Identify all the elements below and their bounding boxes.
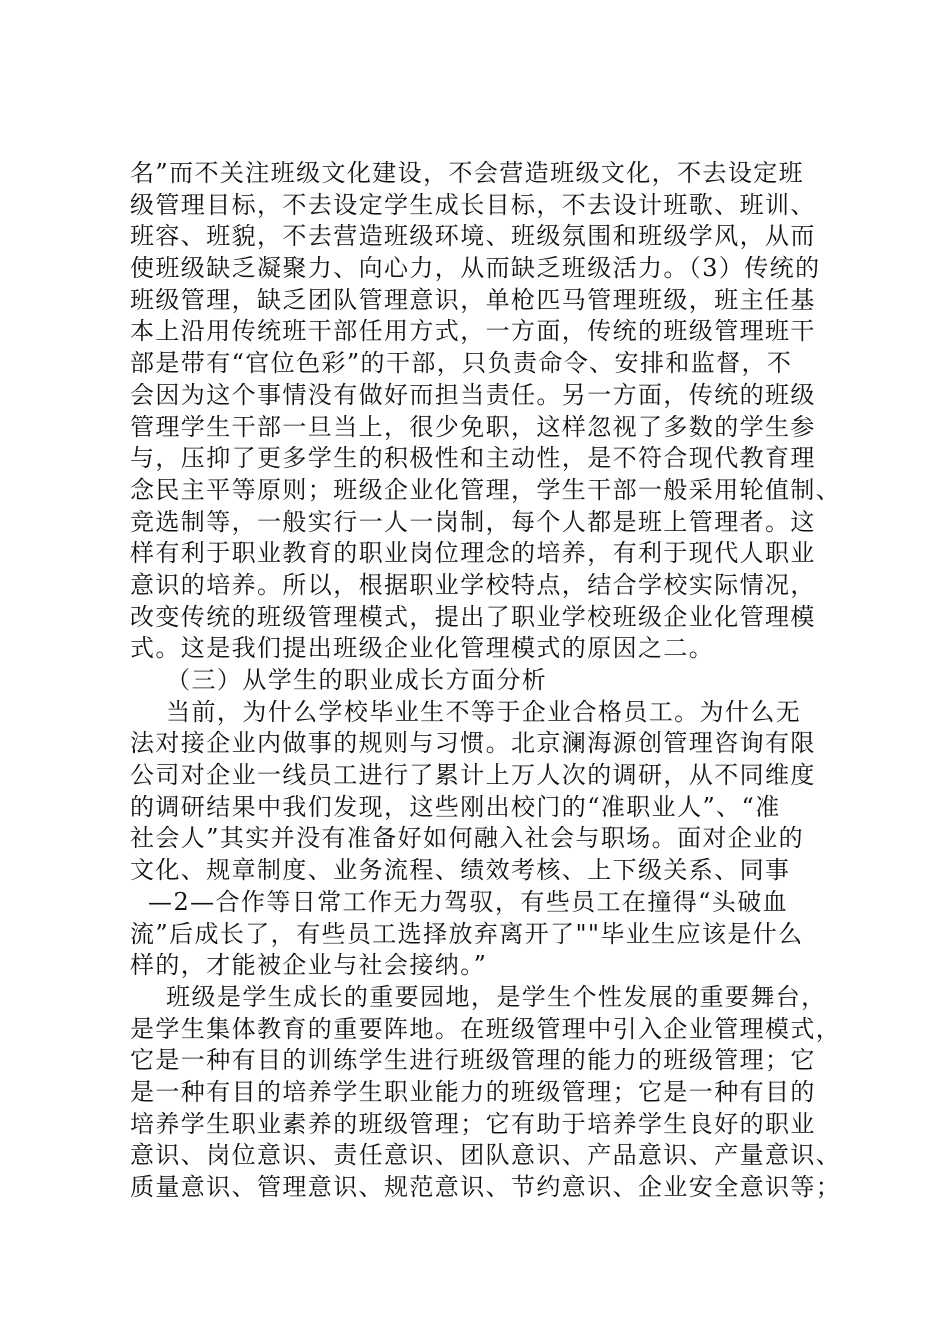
text-line: 部是带有“官位色彩”的干部，只负责命令、安排和监督，不 [130, 349, 793, 378]
text-line: 的调研结果中我们发现，这些刚出校门的“准职业人”、“准 [130, 792, 781, 821]
text-line: 公司对企业一线员工进行了累计上万人次的调研，从不同维度 [130, 761, 816, 790]
text-line: 使班级缺乏凝聚力、向心力，从而缺乏班级活力。（3）传统的 [130, 254, 821, 283]
section-heading: （三）从学生的职业成长方面分析 [130, 666, 548, 694]
text-line: 样有利于职业教育的职业岗位理念的培养，有利于现代人职业 [130, 539, 816, 568]
text-line: 式。这是我们提出班级企业化管理模式的原因之二。 [130, 634, 715, 663]
text-line: 与，压抑了更多学生的积极性和主动性，是不符合现代教育理 [130, 444, 816, 473]
text-line: 班容、班貌，不去营造班级环境、班级氛围和班级学风，从而 [130, 222, 816, 251]
text-line: 样的，才能被企业与社会接纳。” [130, 951, 488, 980]
text-line: 念民主平等原则；班级企业化管理，学生干部一般采用轮值制、 [130, 475, 842, 504]
text-line: 它是一种有目的训练学生进行班级管理的能力的班级管理；它 [130, 1046, 816, 1075]
body-text [130, 158, 842, 1204]
text-line: 是一种有目的培养学生职业能力的班级管理；它是一种有目的 [130, 1077, 816, 1106]
text-line: 班级管理，缺乏团队管理意识，单枪匹马管理班级，班主任基 [130, 285, 816, 314]
text-line: 当前，为什么学校毕业生不等于企业合格员工。为什么无 [130, 697, 802, 726]
text-line: 流”后成长了，有些员工选择放弃离开了""毕业生应该是什么 [130, 919, 804, 948]
text-line: 会因为这个事情没有做好而担当责任。另一方面，传统的班级 [130, 380, 816, 409]
page-number-line: —2—合作等日常工作无力驾驭，有些员工在撞得“头破血 [130, 887, 788, 916]
text-line: 社会人”其实并没有准备好如何融入社会与职场。面对企业的 [130, 824, 805, 853]
text-line: 本上沿用传统班干部任用方式，一方面，传统的班级管理班干 [130, 317, 816, 346]
text-line: 竞选制等，一般实行一人一岗制，每个人都是班上管理者。这 [130, 507, 816, 536]
text-line: 是学生集体教育的重要阵地。在班级管理中引入企业管理模式， [130, 1014, 842, 1043]
text-line: 培养学生职业素养的班级管理；它有助于培养学生良好的职业 [130, 1109, 816, 1138]
text-line: 意识的培养。所以，根据职业学校特点，结合学校实际情况， [130, 570, 816, 599]
text-line: 班级是学生成长的重要园地，是学生个性发展的重要舞台， [130, 982, 827, 1011]
text-line: 法对接企业内做事的规则与习惯。北京澜海源创管理咨询有限 [130, 729, 816, 758]
text-line: 意识、岗位意识、责任意识、团队意识、产品意识、产量意识、 [130, 1141, 842, 1170]
text-line: 管理学生干部一旦当上，很少免职，这样忽视了多数的学生参 [130, 412, 816, 441]
text-line: 名”而不关注班级文化建设，不会营造班级文化，不去设定班 [130, 159, 805, 187]
text-line: 级管理目标，不去设定学生成长目标，不去设计班歌、班训、 [130, 190, 816, 219]
text-line: 改变传统的班级管理模式，提出了职业学校班级企业化管理模 [130, 602, 816, 631]
text-line: 质量意识、管理意识、规范意识、节约意识、企业安全意识等； [130, 1173, 842, 1201]
text-line: 文化、规章制度、业务流程、绩效考核、上下级关系、同事 [130, 856, 791, 885]
